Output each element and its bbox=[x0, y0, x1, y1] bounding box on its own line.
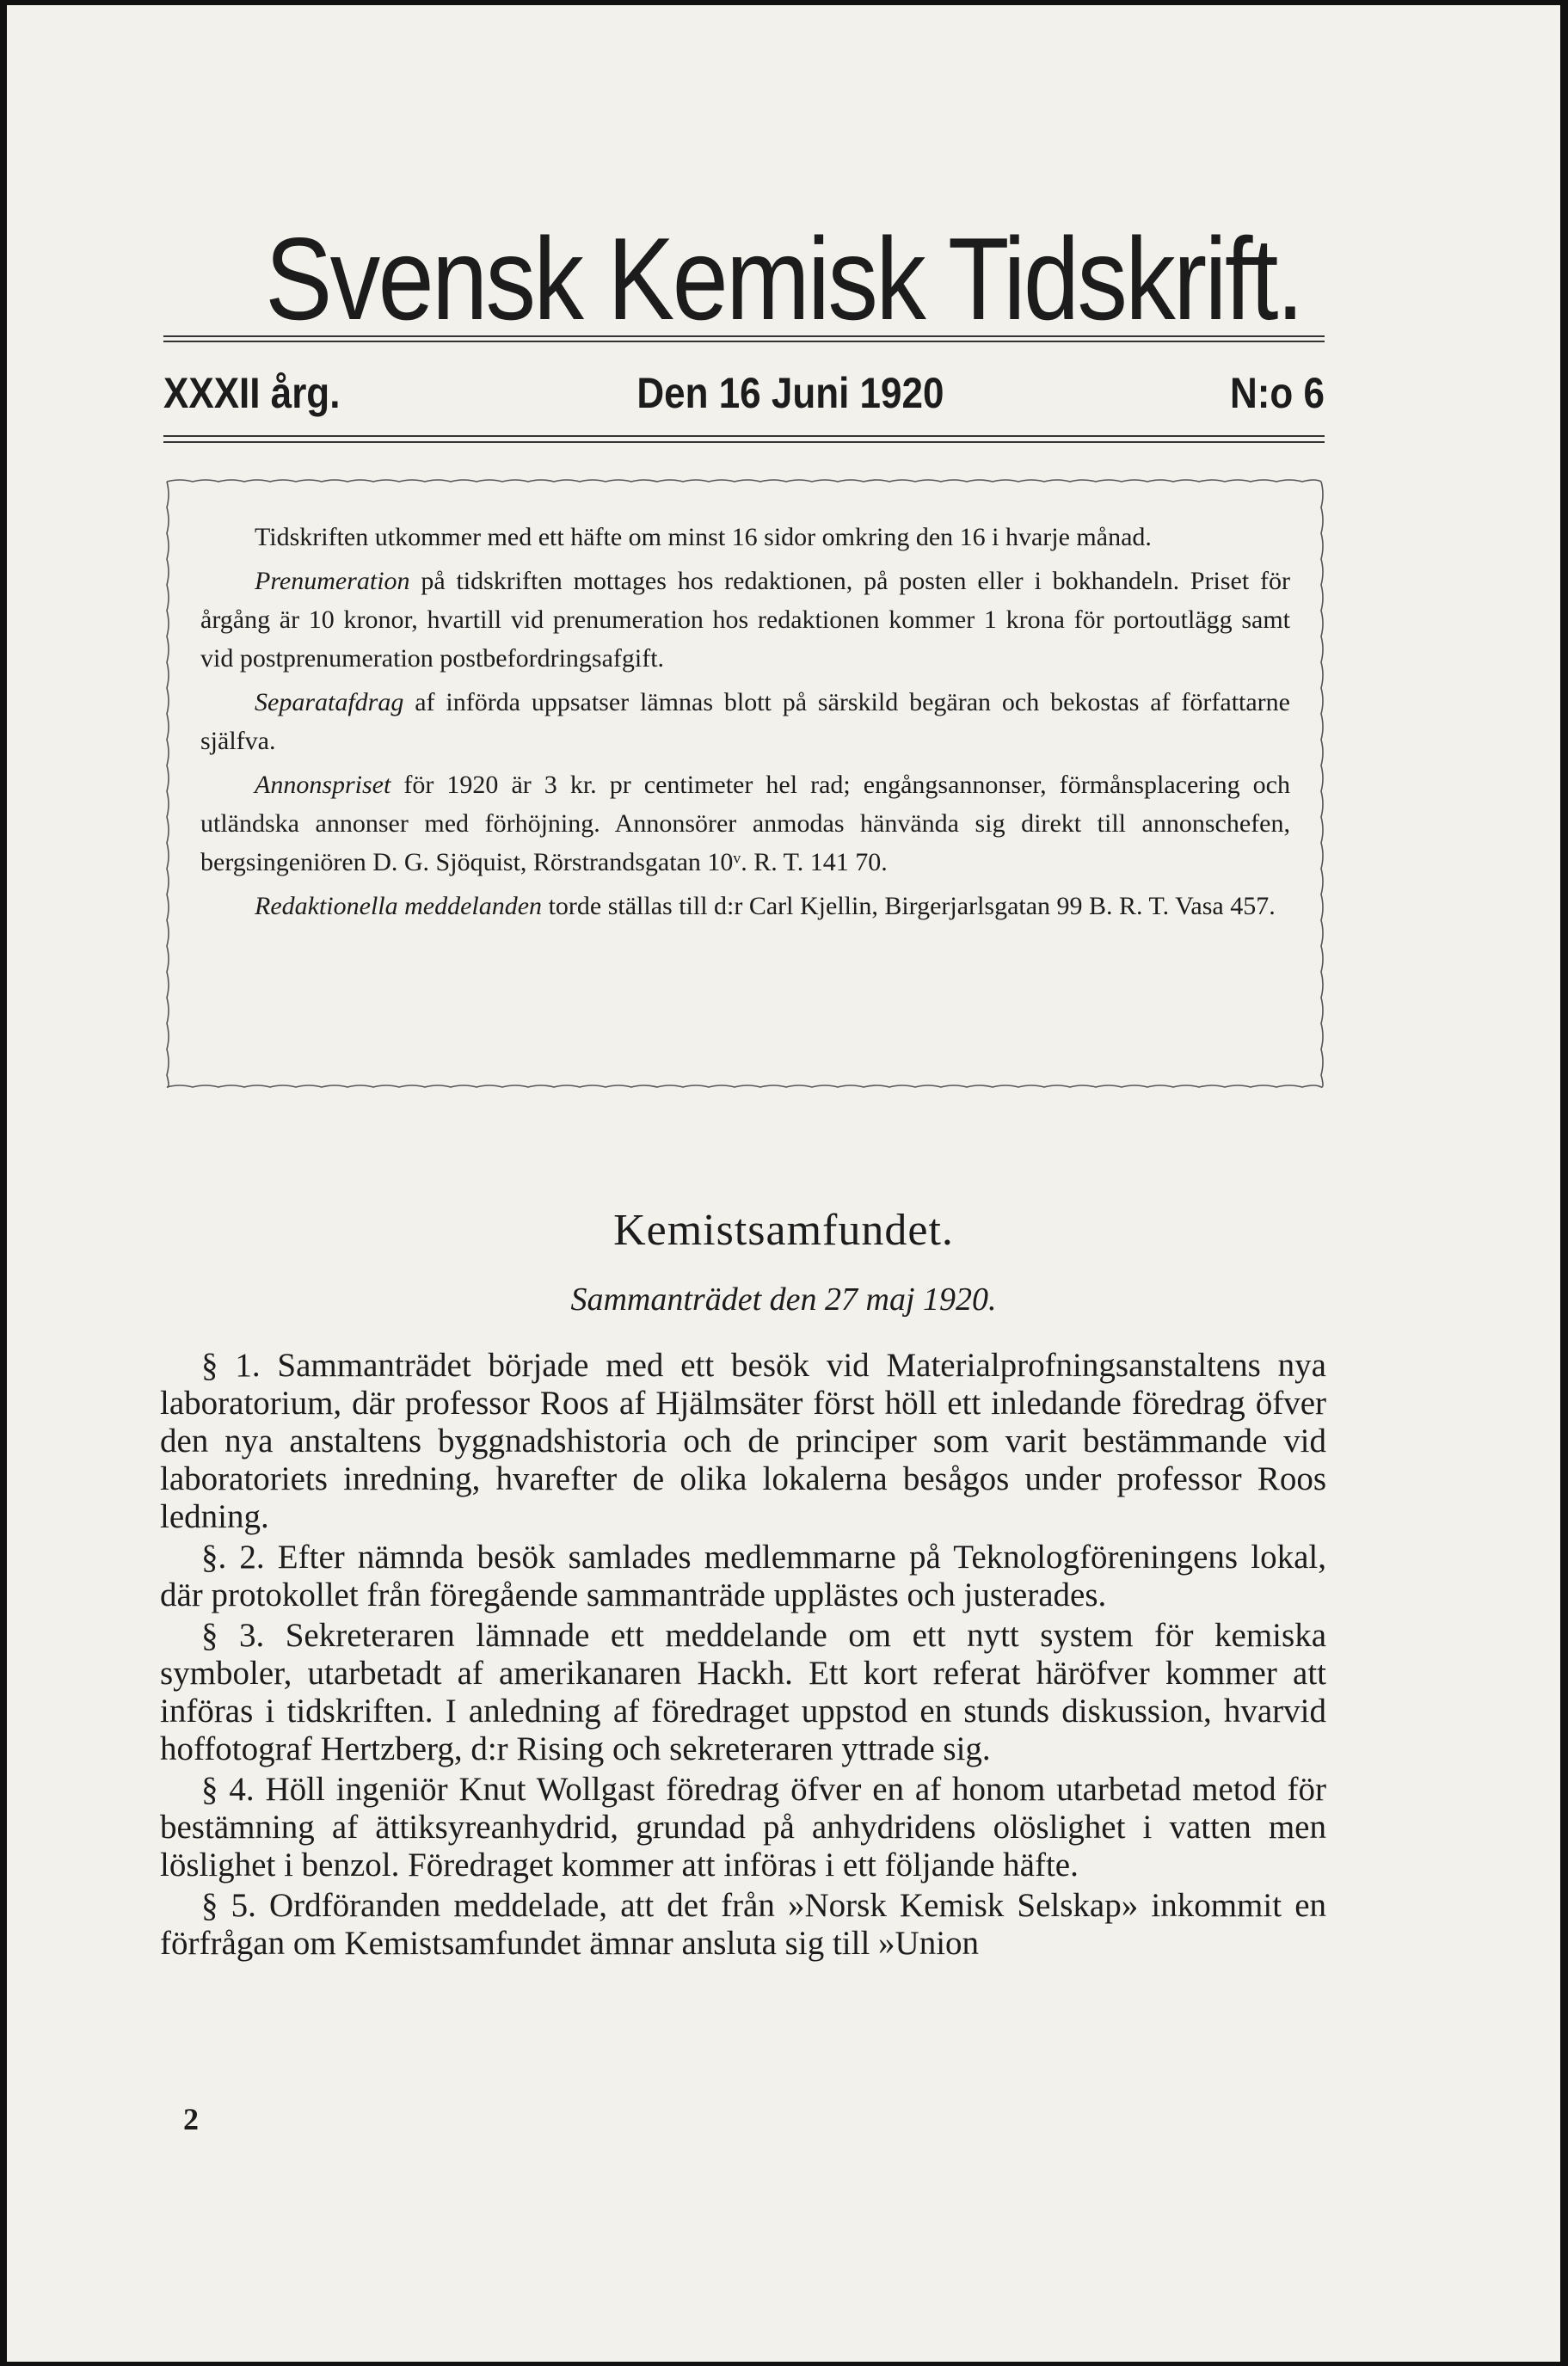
notice-paragraph-separatafdrag: Separatafdrag af införda uppsatser lämnas blott på särskild begäran och bekostas af författarne själfva. bbox=[200, 688, 1290, 755]
sheet-signature: 2 bbox=[183, 2102, 199, 2136]
journal-page bbox=[7, 5, 1560, 2362]
issue-number: N:o 6 bbox=[1229, 369, 1325, 417]
issue-rule-bottom bbox=[163, 441, 1325, 443]
title-rule-top bbox=[163, 335, 1325, 337]
notice-paragraph-redaktionella: Redaktionella meddelanden torde ställas till d:r Carl Kjellin, Birgerjarlsgatan 99 B. R. T. Vasa 457. bbox=[255, 892, 1276, 920]
notice-paragraph-annonspriset: Annonspriset för 1920 är 3 kr. pr centimeter hel rad; engångsannonser, förmånsplacering och utländska annonser med förhöjning. Annonsörer anmodas hänvända sig direkt till annonschefen, bergsingeniören D. G. Sjöquist, Rörstrandsgatan 10ᵛ. R. T. 141 70. bbox=[200, 771, 1290, 876]
title-rule-bottom bbox=[163, 341, 1325, 342]
issue-line bbox=[163, 368, 1325, 418]
article-title: Kemistsamfundet. bbox=[613, 1206, 954, 1255]
minutes-paragraph-5: § 5. Ordföranden meddelade, att det från »Norsk Kemisk Selskap» inkommit en förfrågan om Kemistsamfundet ämnar ansluta sig till »Union bbox=[160, 1887, 1326, 1962]
meeting-date: Sammanträdet den 27 maj 1920. bbox=[570, 1281, 997, 1318]
notice-paragraph-intro: Tidskriften utkommer med ett häfte om minst 16 sidor omkring den 16 i hvarje månad. bbox=[255, 523, 1152, 551]
volume-label: XXXII årg. bbox=[163, 369, 341, 417]
minutes-paragraph-4: § 4. Höll ingeniör Knut Wollgast föredrag öfver en af honom utarbetad metod för bestämning af ättiksyreanhydrid, grundad på anhydridens olöslighet i vatten men löslighet i benzol. Föredraget kommer att införas i ett följande häfte. bbox=[160, 1771, 1326, 1884]
subscription-notice bbox=[162, 476, 1326, 1092]
minutes-paragraph-3: § 3. Sekreteraren lämnade ett meddelande om ett nytt system för kemiska symboler, utarbetadt af amerikanaren Hackh. Ett kort referat häröfver kommer att införas i tidskriften. I anledning af föredraget uppstod en stunds diskussion, hvarvid hoffotograf Hertzberg, d:r Rising och sekreteraren yttrade sig. bbox=[160, 1617, 1326, 1767]
minutes-paragraph-2: §. 2. Efter nämnda besök samlades medlemmarne på Teknologföreningens lokal, där protokollet från föregående sammanträde upplästes och justerades. bbox=[160, 1539, 1326, 1613]
minutes-paragraph-1: § 1. Sammanträdet började med ett besök vid Materialprofningsanstaltens nya laboratorium, där professor Roos af Hjälmsäter först höll ett inledande föredrag öfver den nya anstaltens byggnadshistoria och de principer som varit bestämmande vid laboratoriets inredning, hvarefter de olika lokalerna besågos under professor Roos ledning. bbox=[160, 1347, 1326, 1535]
notice-paragraph-prenumeration: Prenumeration på tidskriften mottages hos redaktionen, på posten eller i bokhandeln. Priset för årgång är 10 kronor, hvartill vid prenumeration hos redaktionen kommer 1 krona för portoutlägg samt vid postprenumeration postbefordringsafgift. bbox=[200, 567, 1290, 673]
article-body bbox=[160, 1347, 1326, 1965]
issue-date: Den 16 Juni 1920 bbox=[636, 369, 944, 417]
journal-title: Svensk Kemisk Tidskrift. bbox=[265, 213, 1302, 344]
issue-rule-top bbox=[163, 435, 1325, 437]
